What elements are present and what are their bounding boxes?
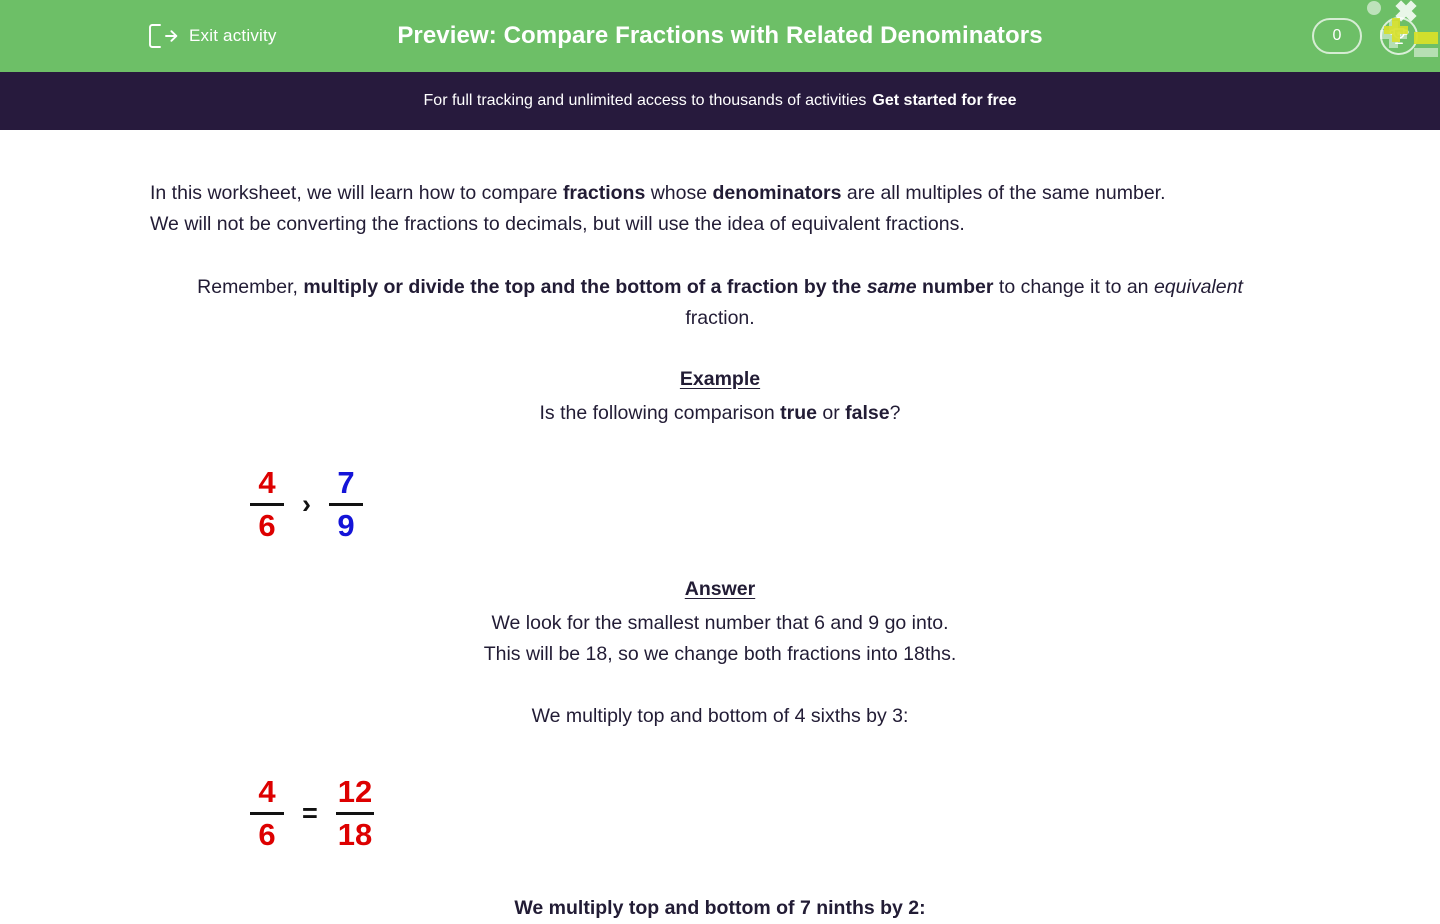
intro-text-a: In this worksheet, we will learn how to compare xyxy=(150,182,563,204)
trophy-icon xyxy=(1388,25,1410,47)
remember-bold-d: number xyxy=(916,276,994,298)
answer-line-1: We look for the smallest number that 6 and 9 go into. xyxy=(491,612,949,634)
numerator: 12 xyxy=(337,774,373,809)
intro-paragraph xyxy=(150,178,1290,240)
score-badge[interactable] xyxy=(1312,18,1362,54)
denominator: 6 xyxy=(258,508,276,543)
score-value: 0 xyxy=(1332,27,1342,44)
fraction-bar xyxy=(336,812,374,815)
fraction-bar xyxy=(250,812,284,815)
fraction-bar xyxy=(250,503,284,506)
exit-door-arrow-icon xyxy=(148,23,178,49)
numerator: 4 xyxy=(258,774,276,809)
remember-bold-b: multiply or divide the top and the bottom of a fraction by the xyxy=(303,276,867,298)
fraction-bar xyxy=(329,503,363,506)
exit-activity-button[interactable] xyxy=(148,23,277,49)
intro-term-fractions: fractions xyxy=(562,182,646,204)
worksheet-content xyxy=(0,178,1440,924)
answer-heading: Answer xyxy=(684,578,756,600)
intro-text-b: whose xyxy=(645,182,713,204)
promo-text: For full tracking and unlimited access to thousands of activities xyxy=(423,92,867,109)
question-text-c: ? xyxy=(889,402,901,424)
denominator: 18 xyxy=(337,817,373,852)
intro-term-denominators: denominators xyxy=(712,182,842,204)
question-term-true: true xyxy=(780,402,817,424)
greater-than-operator: › xyxy=(302,489,311,519)
remember-text-g: fraction. xyxy=(685,307,755,329)
fraction-four-sixths-equiv xyxy=(250,774,284,853)
fraction-twelve-eighteenths xyxy=(336,774,374,853)
example-question xyxy=(150,398,1290,429)
get-started-link[interactable]: Get started for free xyxy=(872,92,1017,109)
remember-paragraph xyxy=(150,272,1290,334)
equals-operator: = xyxy=(302,798,318,828)
answer-expression xyxy=(250,774,1290,853)
header-actions xyxy=(1312,0,1440,72)
question-term-false: false xyxy=(845,402,890,424)
answer-line-3: We multiply top and bottom of 4 sixths by 3: xyxy=(531,705,909,727)
denominator: 9 xyxy=(337,508,355,543)
app-header xyxy=(0,0,1440,72)
exit-activity-label: Exit activity xyxy=(189,26,277,45)
promo-banner xyxy=(0,72,1440,130)
intro-line-1 xyxy=(150,178,1290,209)
remember-text-a: Remember, xyxy=(197,276,304,298)
denominator: 6 xyxy=(258,817,276,852)
fraction-seven-ninths xyxy=(329,465,363,544)
question-text-b: or xyxy=(816,402,846,424)
intro-text-c: are all multiples of the same number. xyxy=(841,182,1166,204)
remember-text-e: to change it to an xyxy=(993,276,1154,298)
intro-line-2: We will not be converting the fractions to decimals, but will use the idea of equivalent fractions. xyxy=(150,213,965,235)
remember-italic-same: same xyxy=(866,276,917,298)
example-expression xyxy=(250,465,1290,544)
numerator: 4 xyxy=(258,465,276,500)
question-text-a: Is the following comparison xyxy=(539,402,781,424)
numerator: 7 xyxy=(337,465,355,500)
trophy-button[interactable] xyxy=(1380,17,1418,55)
fraction-four-sixths xyxy=(250,465,284,544)
remember-italic-equivalent: equivalent xyxy=(1153,276,1243,298)
example-heading: Example xyxy=(679,368,761,390)
answer-line-2: This will be 18, so we change both fractions into 18ths. xyxy=(483,643,957,665)
page-title: Preview: Compare Fractions with Related Denominators xyxy=(397,22,1043,49)
answer-line-4: We multiply top and bottom of 7 ninths by 2: xyxy=(514,897,926,919)
